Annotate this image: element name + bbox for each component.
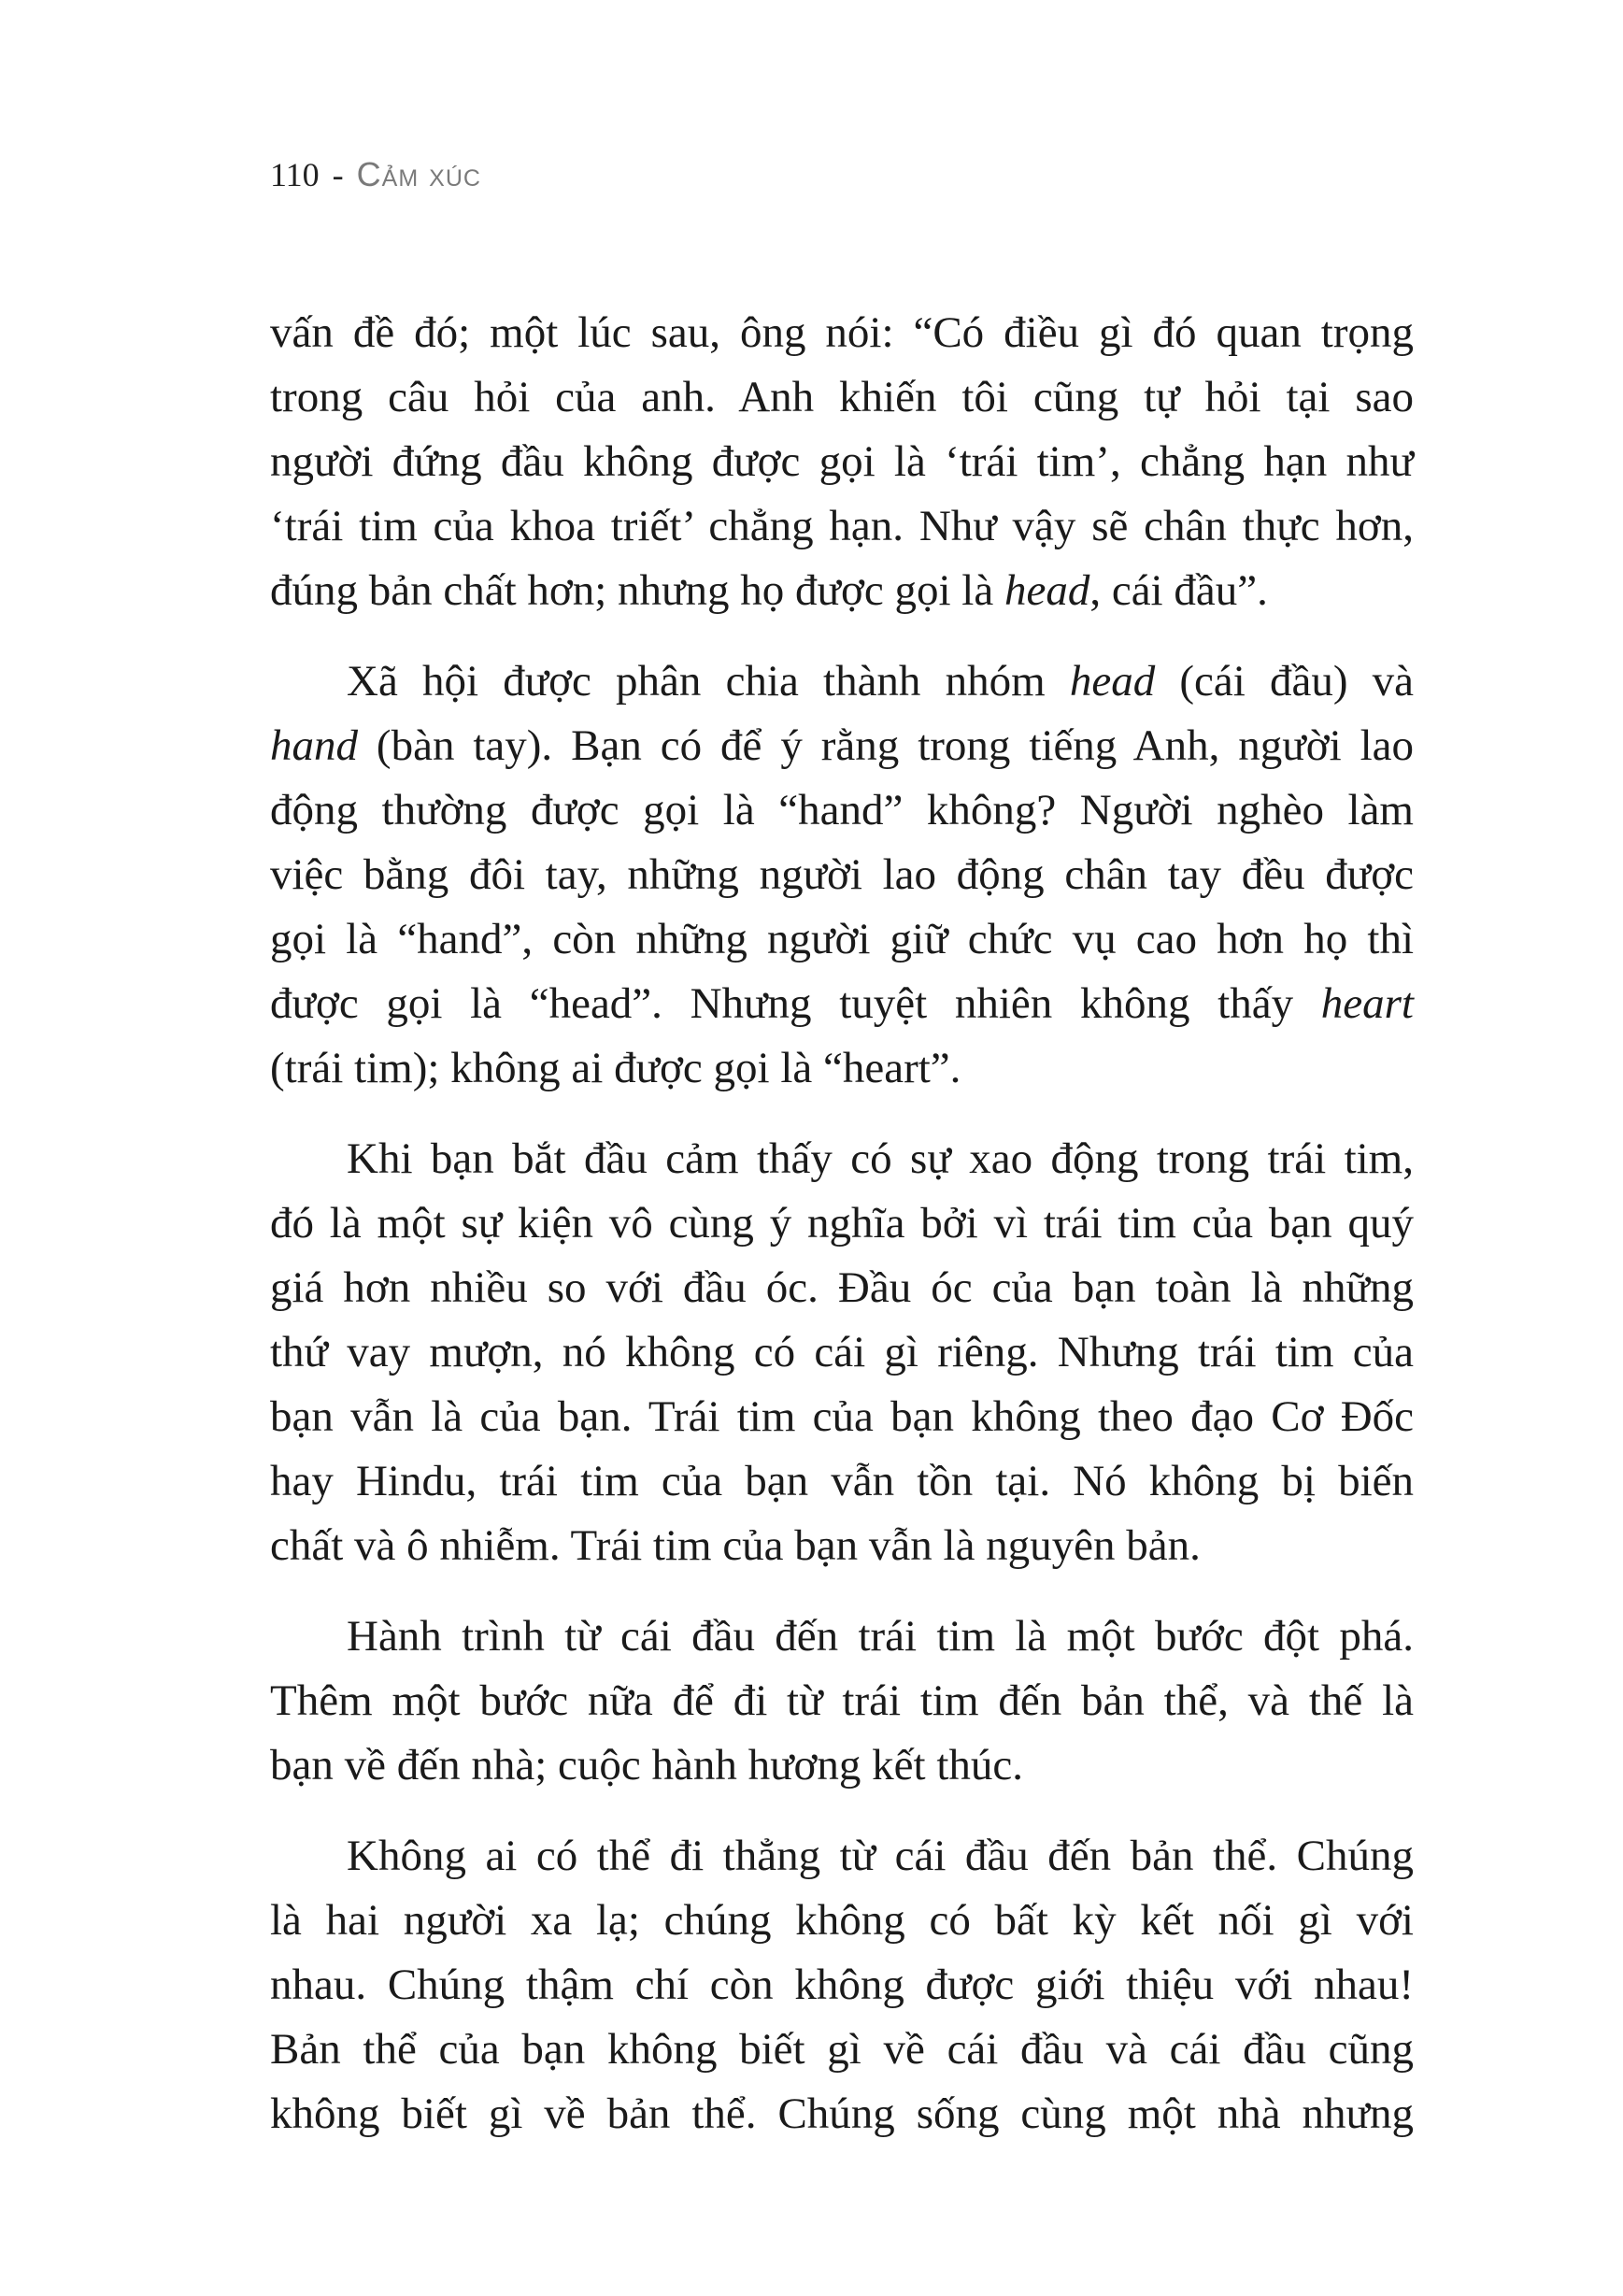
italic-term: head xyxy=(1069,657,1156,706)
text-run: ‘trái tim của khoa triết’ chẳng hạn. Như vậy sẽ chân thực hơn, xyxy=(270,502,1414,550)
text-run: Bản thể của bạn không biết gì về cái đầu và cái đầu cũng xyxy=(270,2025,1414,2074)
text-line xyxy=(270,559,1414,623)
paragraph xyxy=(270,1824,1414,2146)
text-run: gọi là “hand”, còn những người giữ chức vụ cao hơn họ thì xyxy=(270,915,1414,963)
text-line xyxy=(270,1127,1414,1191)
italic-term: head xyxy=(1004,566,1090,615)
text-line xyxy=(270,1036,1414,1101)
text-run: bạn về đến nhà; cuộc hành hương kết thúc. xyxy=(270,1741,1023,1790)
text-line xyxy=(270,1514,1414,1578)
text-run: nhau. Chúng thậm chí còn không được giới thiệu với nhau! xyxy=(270,1961,1414,2009)
text-run: , cái đầu”. xyxy=(1089,566,1268,615)
header-separator: - xyxy=(332,156,344,193)
text-run: bạn vẫn là của bạn. Trái tim của bạn không theo đạo Cơ Đốc xyxy=(270,1392,1414,1441)
text-run: người đứng đầu không được gọi là ‘trái tim’, chẳng hạn như xyxy=(270,437,1414,486)
text-line xyxy=(270,714,1414,778)
text-line xyxy=(270,1256,1414,1320)
text-run: thứ vay mượn, nó không có cái gì riêng. Nhưng trái tim của xyxy=(270,1328,1414,1376)
text-line xyxy=(270,1385,1414,1449)
text-line xyxy=(270,2018,1414,2082)
text-run: việc bằng đôi tay, những người lao động chân tay đều được xyxy=(270,850,1414,899)
text-run: là hai người xa lạ; chúng không có bất kỳ kết nối gì với xyxy=(270,1896,1414,1945)
text-line xyxy=(270,649,1414,714)
text-line xyxy=(270,1733,1414,1798)
text-run: đúng bản chất hơn; nhưng họ được gọi là xyxy=(270,566,1004,615)
text-run: chất và ô nhiễm. Trái tim của bạn vẫn là nguyên bản. xyxy=(270,1521,1201,1570)
text-line xyxy=(270,1669,1414,1733)
text-run: Thêm một bước nữa để đi từ trái tim đến bản thể, và thế là xyxy=(270,1676,1414,1725)
text-run: (trái tim); không ai được gọi là “heart”. xyxy=(270,1044,961,1092)
paragraph xyxy=(270,1604,1414,1798)
chapter-title: Cảm xúc xyxy=(356,155,481,193)
text-run: (bàn tay). Bạn có để ý rằng trong tiếng Anh, người lao xyxy=(358,721,1414,770)
text-line xyxy=(270,2082,1414,2146)
body-text xyxy=(270,301,1414,2173)
text-run: được gọi là “head”. Nhưng tuyệt nhiên không thấy xyxy=(270,979,1321,1028)
text-line xyxy=(270,494,1414,559)
text-run: hay Hindu, trái tim của bạn vẫn tồn tại. Nó không bị biến xyxy=(270,1457,1414,1505)
text-run: trong câu hỏi của anh. Anh khiến tôi cũng tự hỏi tại sao xyxy=(270,373,1414,421)
running-header xyxy=(270,155,481,194)
text-run: Khi bạn bắt đầu cảm thấy có sự xao động trong trái tim, xyxy=(347,1134,1414,1183)
text-run: đó là một sự kiện vô cùng ý nghĩa bởi vì trái tim của bạn quý xyxy=(270,1199,1414,1248)
text-line xyxy=(270,1824,1414,1889)
paragraph xyxy=(270,301,1414,623)
text-line xyxy=(270,972,1414,1036)
italic-term: heart xyxy=(1320,979,1414,1028)
text-line xyxy=(270,301,1414,365)
text-line xyxy=(270,907,1414,972)
paragraph xyxy=(270,649,1414,1101)
text-line xyxy=(270,1889,1414,1953)
text-line xyxy=(270,843,1414,907)
text-run: (cái đầu) và xyxy=(1155,657,1414,706)
page-number: 110 xyxy=(270,156,320,193)
text-line xyxy=(270,1449,1414,1514)
text-run: vấn đề đó; một lúc sau, ông nói: “Có điều gì đó quan trọng xyxy=(270,308,1414,357)
text-line xyxy=(270,365,1414,430)
text-run: động thường được gọi là “hand” không? Người nghèo làm xyxy=(270,786,1414,834)
text-line xyxy=(270,1604,1414,1669)
paragraph xyxy=(270,1127,1414,1578)
text-run: Xã hội được phân chia thành nhóm xyxy=(347,657,1070,706)
text-line xyxy=(270,1320,1414,1385)
text-run: không biết gì về bản thể. Chúng sống cùng một nhà nhưng xyxy=(270,2089,1414,2138)
text-line xyxy=(270,778,1414,843)
text-run: Không ai có thể đi thẳng từ cái đầu đến bản thể. Chúng xyxy=(347,1832,1414,1880)
text-run: Hành trình từ cái đầu đến trái tim là một bước đột phá. xyxy=(347,1612,1414,1661)
text-run: giá hơn nhiều so với đầu óc. Đầu óc của bạn toàn là những xyxy=(270,1263,1414,1312)
text-line xyxy=(270,1191,1414,1256)
italic-term: hand xyxy=(270,721,358,770)
text-line xyxy=(270,430,1414,494)
text-line xyxy=(270,1953,1414,2018)
